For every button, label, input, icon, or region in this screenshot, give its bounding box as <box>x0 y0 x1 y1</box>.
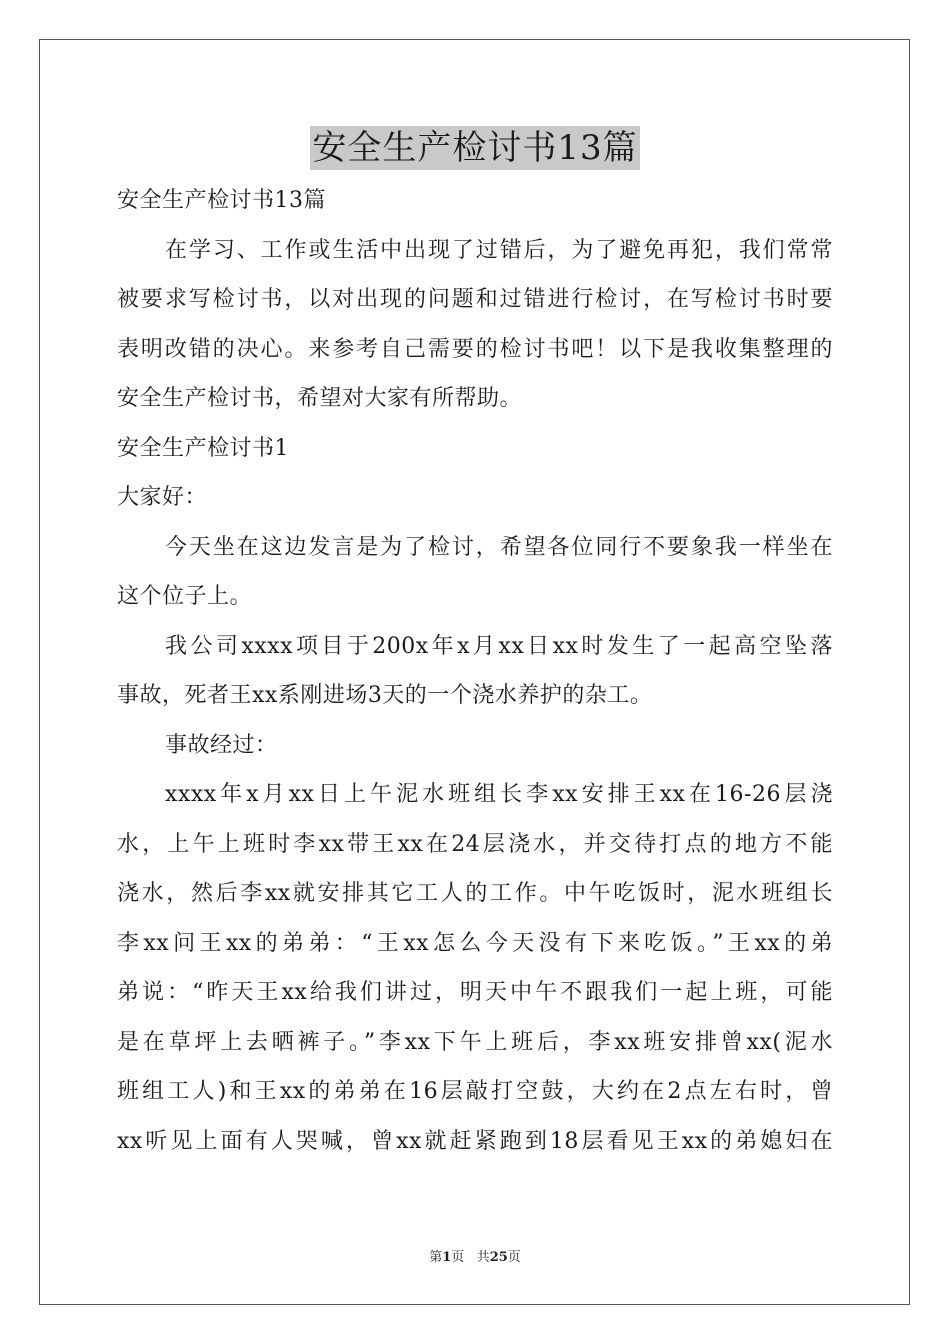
text-line: 水，上午上班时李xx带王xx在24层浇水，并交待打点的地方不能 <box>117 831 833 857</box>
text-line: 弟说：“昨天王xx给我们讲过，明天中午不跟我们一起上班，可能 <box>117 980 833 1005</box>
page-footer <box>0 1246 950 1265</box>
text-line: 今天坐在这边发言是为了检讨，希望各位同行不要象我一样坐在 <box>165 534 833 560</box>
text-line: 安全生产检讨书13篇 <box>117 188 326 213</box>
text-line: 事故经过： <box>165 732 278 758</box>
page-number: 1 <box>442 1250 452 1265</box>
text-line: 事故，死者王xx系刚进场3天的一个浇水养护的杂工。 <box>117 683 653 708</box>
total-suffix: 页 <box>507 1250 521 1265</box>
text-line: 我公司xxxx项目于200x年x月xx日xx时发生了一起高空坠落 <box>165 633 833 659</box>
text-line: 安全生产检讨书，希望对大家有所帮助。 <box>117 386 523 411</box>
text-line: 被要求写检讨书，以对出现的问题和过错进行检讨，在写检讨书时要 <box>117 287 833 312</box>
text-line: 班组工人)和王xx的弟弟在16层敲打空鼓，大约在2点左右时，曾 <box>117 1079 833 1104</box>
text-line: 李xx问王xx的弟弟：“王xx怎么今天没有下来吃饭。”王xx的弟 <box>117 930 833 956</box>
text-line: xxxx年x月xx日上午泥水班组长李xx安排王xx在16-26层浇 <box>165 782 833 807</box>
title-wrap <box>0 126 950 170</box>
total-pages: 25 <box>489 1250 508 1265</box>
text-line: 是在草坪上去晒裤子。”李xx下午上班后，李xx班安排曾xx(泥水 <box>117 1029 833 1055</box>
text-line: 在学习、工作或生活中出现了过错后，为了避免再犯，我们常常 <box>165 237 833 263</box>
document-title: 安全生产检讨书13篇 <box>312 128 638 168</box>
text-line: xx听见上面有人哭喊，曾xx就赶紧跑到18层看见王xx的弟媳妇在 <box>117 1128 833 1154</box>
text-line: 这个位子上。 <box>117 584 253 609</box>
text-line: 表明改错的决心。来参考自己需要的检讨书吧！以下是我收集整理的 <box>117 336 833 362</box>
text-line: 大家好： <box>117 485 208 510</box>
page-prefix: 第 <box>429 1250 443 1265</box>
text-line: 安全生产检讨书1 <box>117 435 289 461</box>
page-suffix: 页 <box>451 1250 465 1265</box>
document-body <box>117 176 833 1166</box>
text-line: 浇水，然后李xx就安排其它工人的工作。中午吃饭时，泥水班组长 <box>117 881 833 906</box>
total-prefix: 共 <box>476 1250 490 1265</box>
